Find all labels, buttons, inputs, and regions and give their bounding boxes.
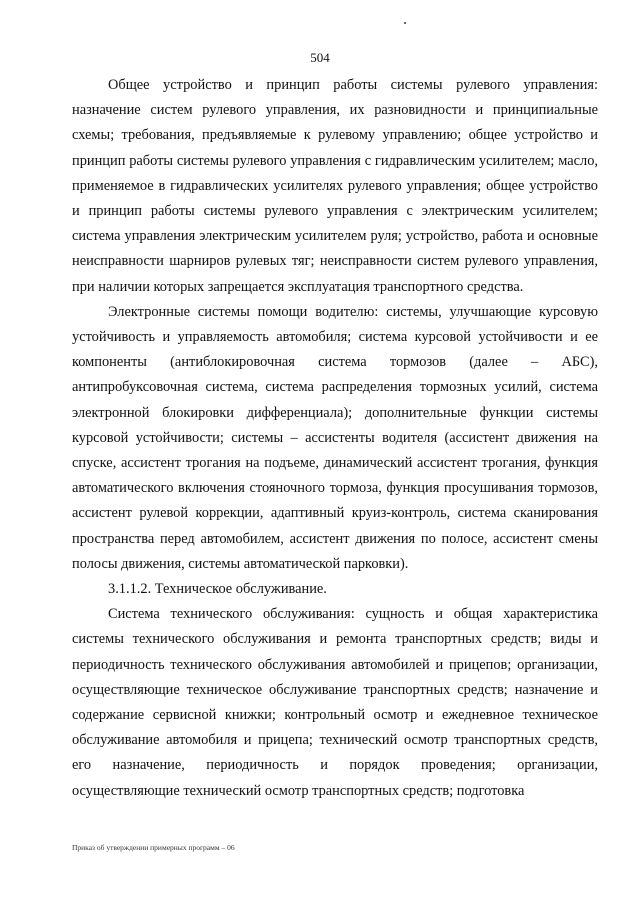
paragraph-driver-assist: Электронные системы помощи водителю: системы, улучшающие курсовую устойчивость и управляемость автомобиля; система курсовой устойчивости и ее компоненты (антиблокировочная система тормозов (далее – АБС), антипробуксовочная система, система распределения тормозных усилий, система электронной блокировки дифференциала); дополнительные функции системы курсовой устойчивости; системы – ассистенты водителя (ассистент движения на спуске, ассистент трогания на подъеме, динамический ассистент трогания, функция автоматического включения стояночного тормоза, функция просушивания тормозов, ассистент рулевой коррекции, адаптивный круиз-контроль, система сканирования пространства перед автомобилем, ассистент движения по полосе, ассистент смены полосы движения, системы автоматической парковки). — [72, 303, 598, 572]
paragraph-steering: Общее устройство и принцип работы системы рулевого управления: назначение систем рулевого управления, их разновидности и принципиальные схемы; требования, предъявляемые к рулевому управлению; общее устройство и принцип работы системы рулевого управления с гидравлическим усилителем; масло, применяемое в гидравлических усилителях рулевого управления; общее устройство и принцип работы системы рулевого управления с электрическим усилителем; система управления электрическим усилителем руля; устройство, работа и основные неисправности шарниров рулевых тяг; неисправности систем рулевого управления, при наличии которых запрещается эксплуатация транспортного средства. — [72, 77, 598, 295]
body-text — [72, 73, 598, 804]
page-number: 504 — [310, 50, 330, 65]
scan-mark — [404, 22, 406, 24]
section-heading: 3.1.1.2. Техническое обслуживание. — [108, 581, 327, 598]
footer-note: Приказ об утверждении примерных программ – 06 — [72, 843, 235, 852]
paragraph-maintenance: Система технического обслуживания: сущность и общая характеристика системы технического обслуживания и ремонта транспортных средств; виды и периодичность технического обслуживания автомобилей и прицепов; организации, осуществляющие техническое обслуживание транспортных средств; назначение и содержание сервисной книжки; контрольный осмотр и ежедневное техническое обслуживание автомобиля и прицепа; технический осмотр транспортных средств, его назначение, периодичность и порядок проведения; организации, осуществляющие технический осмотр транспортных средств; подготовка — [72, 606, 598, 799]
